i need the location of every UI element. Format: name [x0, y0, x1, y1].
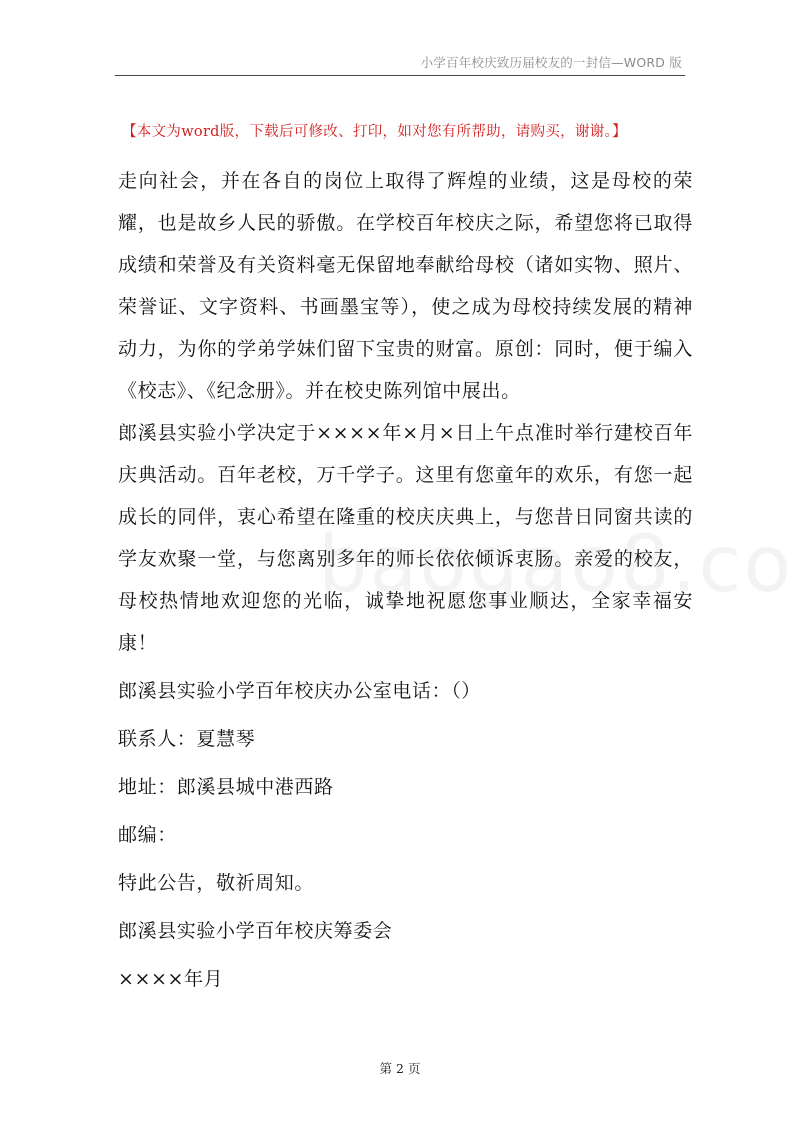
header-title: 小学百年校庆致历届校友的一封信—WORD 版: [420, 55, 682, 70]
page-number: 第 2 页: [379, 1061, 421, 1076]
contact-postcode: 邮编：: [118, 824, 177, 846]
letter-body: [118, 160, 693, 1006]
download-notice: 【本文为word版，下载后可修改、打印，如对您有所帮助，请购买，谢谢。】: [122, 124, 627, 140]
paragraph-1: 走向社会，并在各自的岗位上取得了辉煌的业绩，这是母校的荣耀，也是故乡人民的骄傲。在学校百年校庆之际，希望您将已取得成绩和荣誉及有关资料毫无保留地奉献给母校（诸如实物、照片、荣誉证、文字资料、书画墨宝等），使之成为母校持续发展的精神动力，为你的学弟学妹们留下宝贵的财富。原创：同时，便于编入《校志》、《纪念册》。并在校史陈列馆中展出。: [118, 170, 693, 402]
signature: 郎溪县实验小学百年校庆筹委会: [118, 920, 393, 942]
contact-person: 联系人：夏慧琴: [118, 728, 256, 750]
closing-line: 特此公告，敬祈周知。: [118, 872, 315, 894]
contact-phone: 郎溪县实验小学百年校庆办公室电话：（）: [118, 680, 481, 702]
contact-address: 地址：郎溪县城中港西路: [118, 776, 334, 798]
header-divider: [115, 75, 685, 76]
date-line: ××××年月: [118, 968, 224, 990]
paragraph-2: 郎溪县实验小学决定于××××年×月×日上午点准时举行建校百年庆典活动。百年老校，万千学子。这里有您童年的欢乐，有您一起成长的同伴，衷心希望在隆重的校庆庆典上，与您昔日同窗共读的学友欢聚一堂，与您离别多年的师长依依倾诉衷肠。亲爱的校友，母校热情地欢迎您的光临，诚挚地祝愿您事业顺达，全家幸福安康！: [118, 422, 693, 654]
